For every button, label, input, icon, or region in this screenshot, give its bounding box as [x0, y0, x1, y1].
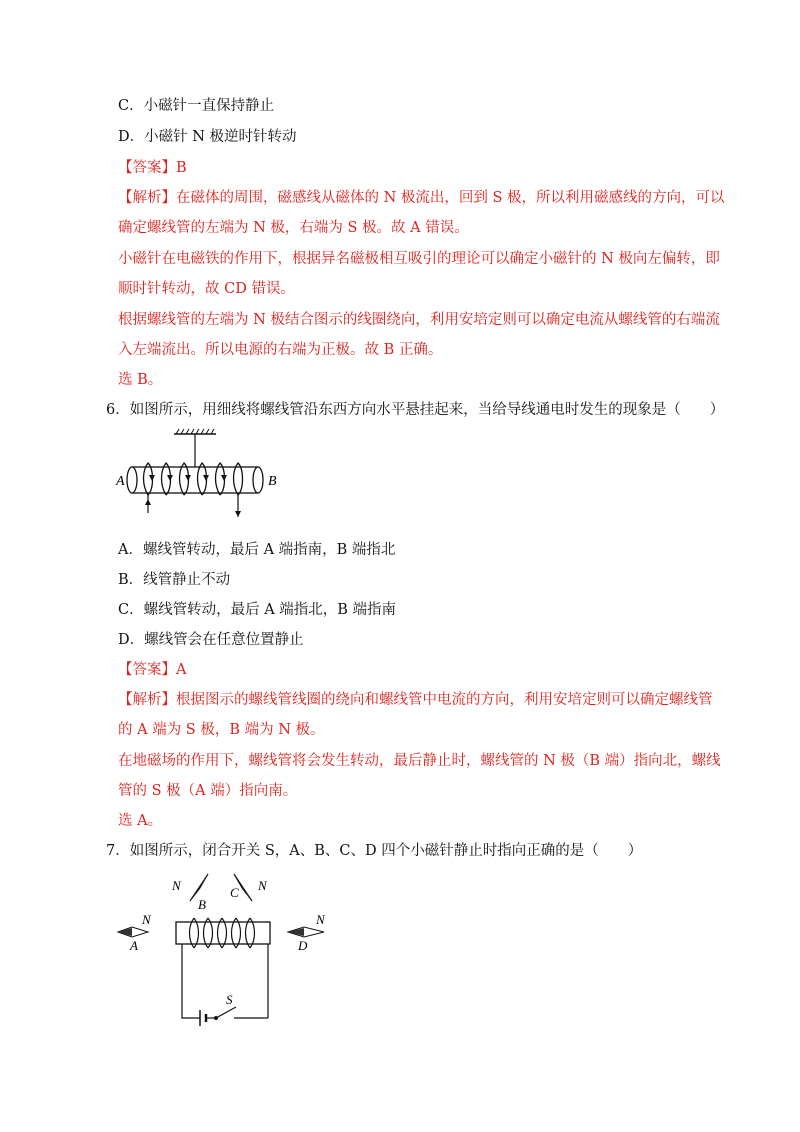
q5-analysis-line-2: 确定螺线管的左端为 N 极，右端为 S 极。故 A 错误。 [118, 220, 469, 236]
q5-answer: 【答案】B [118, 160, 187, 176]
needle-c [230, 874, 268, 901]
q6-option-d: D．螺线管会在任意位置静止 [118, 632, 304, 648]
q7-needle-a-label: A [130, 938, 138, 953]
q6-analysis-line-2: 的 A 端为 S 极，B 端为 N 极。 [118, 722, 325, 738]
q6-option-b: B．线管静止不动 [118, 572, 231, 588]
q5-analysis-line-3: 小磁针在电磁铁的作用下，根据异名磁极相互吸引的理论可以确定小磁针的 N 极向左偏转，即 [118, 251, 720, 267]
q6-option-c: C．螺线管转动，最后 A 端指北，B 端指南 [118, 602, 397, 618]
q7-needle-c-label: C [230, 885, 239, 900]
q7-needle-d-label: D [298, 938, 308, 953]
q5-analysis-line-1: 【解析】在磁体的周围，磁感线从磁体的 N 极流出，回到 S 极，所以利用磁感线的方向，可以 [118, 190, 725, 206]
q6-question: 6．如图所示，用细线将螺线管沿东西方向水平悬挂起来，当给导线通电时发生的现象是（ ） [106, 402, 725, 418]
q6-analysis-line-3: 在地磁场的作用下，螺线管将会发生转动，最后静止时，螺线管的 N 极（B 端）指向北，螺线 [118, 753, 721, 769]
q7-switch-label: S [226, 992, 233, 1007]
q6-analysis-line-1: 【解析】根据图示的螺线管线圈的绕向和螺线管中电流的方向，利用安培定则可以确定螺线管 [118, 692, 713, 708]
q6-option-a: A．螺线管转动，最后 A 端指南，B 端指北 [118, 542, 396, 558]
q5-analysis-line-6: 入左端流出。所以电源的右端为正极。故 B 正确。 [118, 342, 443, 358]
q6-solenoid-figure [112, 425, 292, 520]
q7-needle-c-north: N [258, 878, 267, 893]
q5-option-d: D．小磁针 N 极逆时针转动 [118, 129, 297, 145]
needle-a [118, 912, 152, 953]
q7-needle-b-north: N [172, 878, 181, 893]
q5-analysis-line-5: 根据螺线管的左端为 N 极结合图示的线圈绕向，利用安培定则可以确定电流从螺线管的右端流 [118, 312, 720, 328]
q6-analysis-line-5: 选 A。 [118, 813, 163, 829]
q7-needle-d-north: N [316, 912, 325, 927]
q6-answer: 【答案】A [118, 662, 187, 678]
q7-circuit-figure [112, 868, 342, 1028]
q6-analysis-line-4: 管的 S 极（A 端）指向南。 [118, 783, 298, 799]
q5-analysis-line-7: 选 B。 [118, 372, 163, 388]
q5-option-c: C．小磁针一直保持静止 [118, 98, 275, 114]
q5-analysis-line-4: 顺时针转动，故 CD 错误。 [118, 281, 295, 297]
q7-question: 7．如图所示，闭合开关 S，A、B、C、D 四个小磁针静止时指向正确的是（ ） [106, 843, 643, 859]
q7-needle-b-label: B [198, 897, 206, 912]
q6-label-b: B [268, 474, 277, 489]
needle-b [171, 874, 208, 912]
needle-d [288, 912, 326, 953]
q7-needle-a-north: N [142, 912, 151, 927]
q6-label-a: A [116, 474, 125, 489]
